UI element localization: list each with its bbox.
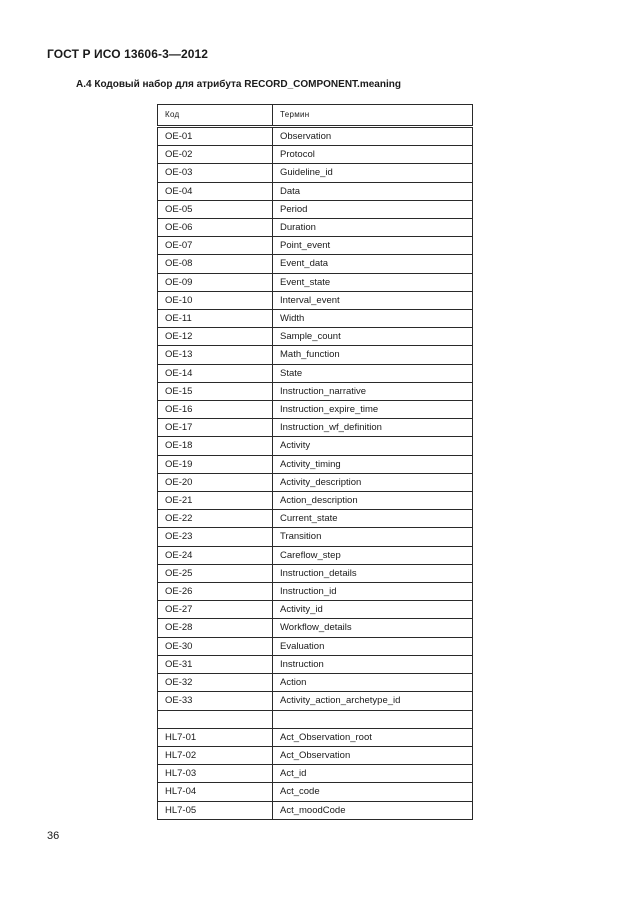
table-row (158, 583, 473, 601)
table-row (158, 692, 473, 710)
cell-term: Act_moodCode (273, 801, 473, 819)
cell-term: Instruction_id (273, 583, 473, 601)
cell-term: Activity_timing (273, 455, 473, 473)
cell-code: OE-08 (158, 255, 273, 273)
cell-code: OE-04 (158, 182, 273, 200)
cell-code: HL7-03 (158, 765, 273, 783)
cell-code: OE-03 (158, 164, 273, 182)
table-row (158, 382, 473, 400)
table-header-row (158, 105, 473, 127)
table-row (158, 619, 473, 637)
cell-code: OE-11 (158, 310, 273, 328)
cell-code: OE-17 (158, 419, 273, 437)
table-row (158, 127, 473, 146)
cell-term: Instruction_narrative (273, 382, 473, 400)
cell-term: Transition (273, 528, 473, 546)
cell-term: Action_description (273, 492, 473, 510)
cell-term: Workflow_details (273, 619, 473, 637)
cell-term: Action (273, 674, 473, 692)
table-row (158, 419, 473, 437)
table-row (158, 473, 473, 491)
cell-term: State (273, 364, 473, 382)
table-row (158, 674, 473, 692)
cell-term: Duration (273, 219, 473, 237)
cell-code: OE-13 (158, 346, 273, 364)
cell-code: HL7-04 (158, 783, 273, 801)
cell-code: OE-18 (158, 437, 273, 455)
cell-term: Interval_event (273, 291, 473, 309)
cell-code: OE-27 (158, 601, 273, 619)
cell-code: OE-25 (158, 564, 273, 582)
table-row (158, 219, 473, 237)
cell-term: Act_Observation (273, 746, 473, 764)
cell-term: Guideline_id (273, 164, 473, 182)
cell-term: Activity_action_archetype_id (273, 692, 473, 710)
table-row (158, 273, 473, 291)
code-set-table (157, 104, 473, 820)
document-standard-header: ГОСТ Р ИСО 13606-3—2012 (47, 47, 209, 61)
cell-code: OE-07 (158, 237, 273, 255)
cell-term: Activity (273, 437, 473, 455)
cell-code: OE-30 (158, 637, 273, 655)
table-row (158, 437, 473, 455)
table-row (158, 510, 473, 528)
cell-code: OE-22 (158, 510, 273, 528)
table-row (158, 182, 473, 200)
table-row (158, 200, 473, 218)
table-row (158, 237, 473, 255)
cell-term: Activity_id (273, 601, 473, 619)
cell-code: OE-14 (158, 364, 273, 382)
cell-term: Instruction_wf_definition (273, 419, 473, 437)
table-row (158, 291, 473, 309)
cell-code: OE-31 (158, 655, 273, 673)
cell-term: Act_Observation_root (273, 728, 473, 746)
cell-term: Activity_description (273, 473, 473, 491)
cell-code: OE-19 (158, 455, 273, 473)
cell-code: OE-16 (158, 401, 273, 419)
cell-term: Act_code (273, 783, 473, 801)
table-row (158, 746, 473, 764)
cell-term: Current_state (273, 510, 473, 528)
cell-code: OE-09 (158, 273, 273, 291)
cell-code: OE-10 (158, 291, 273, 309)
cell-term: Period (273, 200, 473, 218)
cell-code: OE-24 (158, 546, 273, 564)
cell-code: OE-15 (158, 382, 273, 400)
table-row (158, 310, 473, 328)
cell-code: OE-33 (158, 692, 273, 710)
cell-code: HL7-01 (158, 728, 273, 746)
table-row (158, 528, 473, 546)
table-row (158, 655, 473, 673)
table-row (158, 328, 473, 346)
table-row (158, 364, 473, 382)
cell-code: OE-32 (158, 674, 273, 692)
table-row (158, 564, 473, 582)
cell-code: OE-23 (158, 528, 273, 546)
cell-term: Instruction_details (273, 564, 473, 582)
cell-code: HL7-05 (158, 801, 273, 819)
cell-term: Sample_count (273, 328, 473, 346)
cell-code: OE-02 (158, 146, 273, 164)
table-row (158, 164, 473, 182)
cell-term: Instruction (273, 655, 473, 673)
table-row (158, 765, 473, 783)
table-row (158, 728, 473, 746)
table-row (158, 455, 473, 473)
cell-term (273, 710, 473, 728)
cell-term: Evaluation (273, 637, 473, 655)
section-title: А.4 Кодовый набор для атрибута RECORD_COMPONENT.meaning (76, 79, 401, 90)
column-header-code: Код (158, 105, 273, 127)
cell-code (158, 710, 273, 728)
table-header (158, 105, 473, 127)
cell-code: OE-06 (158, 219, 273, 237)
table-row (158, 601, 473, 619)
cell-term: Instruction_expire_time (273, 401, 473, 419)
table-row (158, 546, 473, 564)
page-number: 36 (47, 830, 60, 842)
cell-term: Point_event (273, 237, 473, 255)
table-row (158, 801, 473, 819)
cell-code: OE-21 (158, 492, 273, 510)
table-row (158, 346, 473, 364)
table-row (158, 146, 473, 164)
column-header-term: Термин (273, 105, 473, 127)
table-row (158, 255, 473, 273)
cell-term: Protocol (273, 146, 473, 164)
cell-code: OE-12 (158, 328, 273, 346)
cell-code: OE-20 (158, 473, 273, 491)
cell-term: Event_state (273, 273, 473, 291)
table-row (158, 401, 473, 419)
table-body (158, 127, 473, 820)
table-row (158, 710, 473, 728)
cell-term: Observation (273, 127, 473, 146)
table-row (158, 637, 473, 655)
cell-term: Careflow_step (273, 546, 473, 564)
cell-term: Act_id (273, 765, 473, 783)
cell-term: Event_data (273, 255, 473, 273)
table-row (158, 783, 473, 801)
cell-code: OE-28 (158, 619, 273, 637)
cell-code: OE-01 (158, 127, 273, 146)
cell-term: Width (273, 310, 473, 328)
table-row (158, 492, 473, 510)
cell-term: Data (273, 182, 473, 200)
cell-term: Math_function (273, 346, 473, 364)
cell-code: OE-05 (158, 200, 273, 218)
cell-code: HL7-02 (158, 746, 273, 764)
cell-code: OE-26 (158, 583, 273, 601)
